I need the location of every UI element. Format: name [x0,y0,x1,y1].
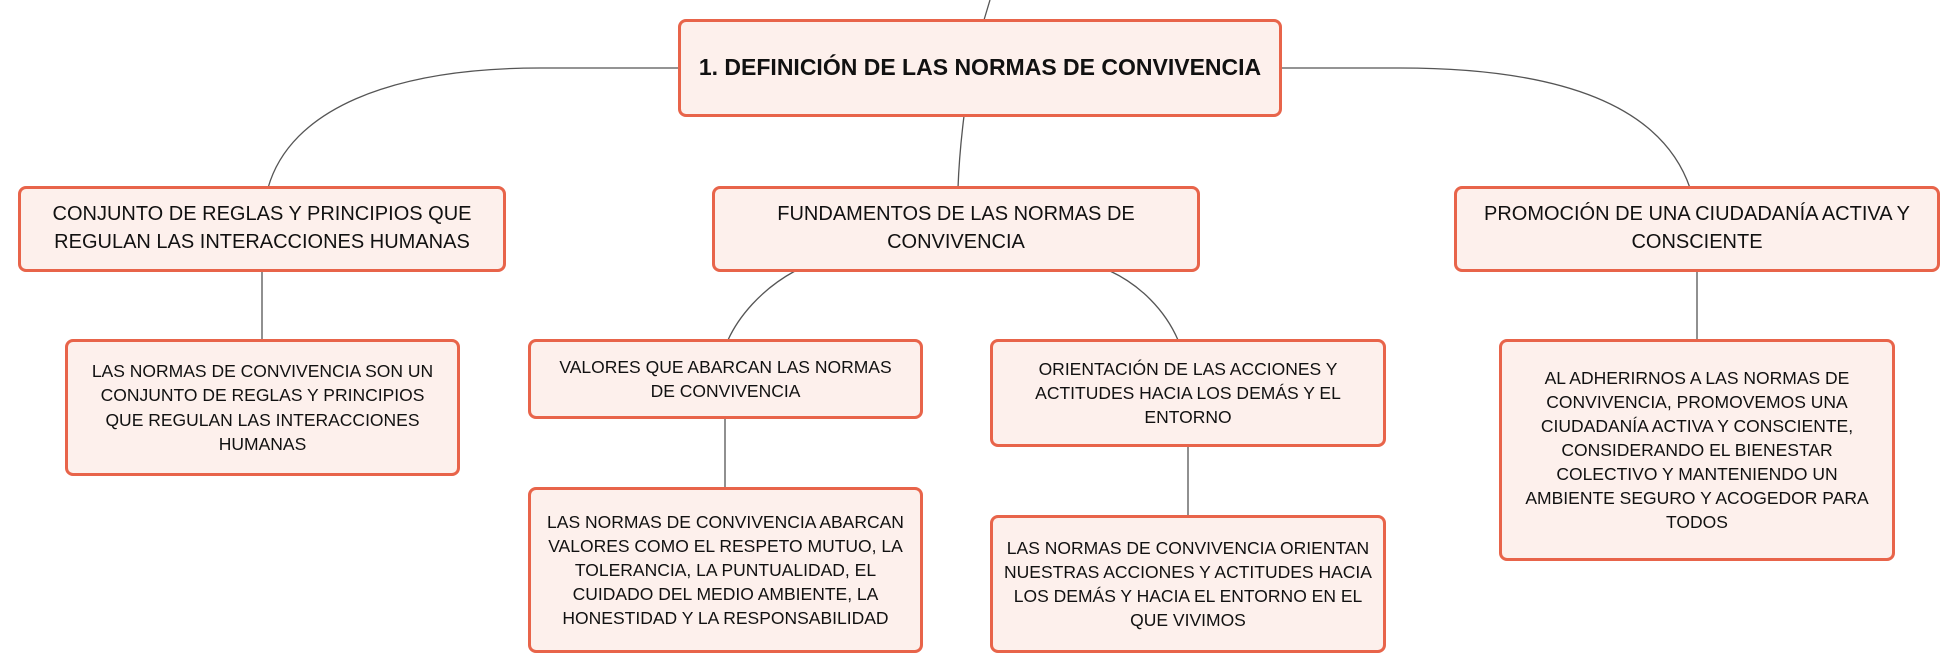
node-orientacion-detail[interactable] [990,515,1386,653]
node-fundamentos-label: FUNDAMENTOS DE LAS NORMAS DE CONVIVENCIA [777,203,1135,253]
node-reglas[interactable] [18,186,506,272]
node-reglas-detail-text: LAS NORMAS DE CONVIVENCIA SON UN CONJUNTO DE REGLAS Y PRINCIPIOS QUE REGULAN LAS INTERACCIONES HUMANAS [91,361,434,454]
link-parent-to-root [984,0,990,20]
node-ciudadania-detail[interactable] [1499,339,1895,561]
link-root-to-reglas [268,68,680,188]
node-valores-detail[interactable] [528,487,923,653]
node-orientacion-label: ORIENTACIÓN DE LAS ACCIONES Y ACTITUDES HACIA LOS DEMÁS Y EL ENTORNO [1035,358,1341,428]
node-ciudadania[interactable] [1454,186,1940,272]
link-fundamentos-to-orientacion [1110,271,1178,340]
node-reglas-detail[interactable] [65,339,460,476]
root-node-label: 1. DEFINICIÓN DE LAS NORMAS DE CONVIVENCIA [698,54,1262,81]
node-valores-detail-text: LAS NORMAS DE CONVIVENCIA ABARCAN VALORES COMO EL RESPETO MUTUO, LA TOLERANCIA, LA PUNTUALIDAD, EL CUIDADO DEL MEDIO AMBIENTE, LA HONESTIDAD Y LA RESPONSABILIDAD [547,511,904,629]
node-valores-label: VALORES QUE ABARCAN LAS NORMAS DE CONVIVENCIA [559,356,892,401]
link-fundamentos-to-valores [728,271,795,340]
node-orientacion[interactable] [990,339,1386,447]
node-valores[interactable] [528,339,923,419]
link-root-to-fundamentos [958,116,964,188]
node-fundamentos[interactable] [712,186,1200,272]
link-root-to-ciudadania [1280,68,1690,188]
node-ciudadania-detail-text: AL ADHERIRNOS A LAS NORMAS DE CONVIVENCIA, PROMOVEMOS UNA CIUDADANÍA ACTIVA Y CONSCIENTE, CONSIDERANDO EL BIENESTAR COLECTIVO Y MANTENIENDO UN AMBIENTE SEGURO Y ACOGEDOR PARA TODOS [1525,367,1869,533]
node-reglas-label: CONJUNTO DE REGLAS Y PRINCIPIOS QUE REGULAN LAS INTERACCIONES HUMANAS [52,203,472,253]
node-ciudadania-label: PROMOCIÓN DE UNA CIUDADANÍA ACTIVA Y CONSCIENTE [1483,203,1910,253]
root-node[interactable] [678,19,1282,117]
node-orientacion-detail-text: LAS NORMAS DE CONVIVENCIA ORIENTAN NUESTRAS ACCIONES Y ACTITUDES HACIA LOS DEMÁS Y HACIA EL ENTORNO EN EL QUE VIVIMOS [1004,537,1372,631]
